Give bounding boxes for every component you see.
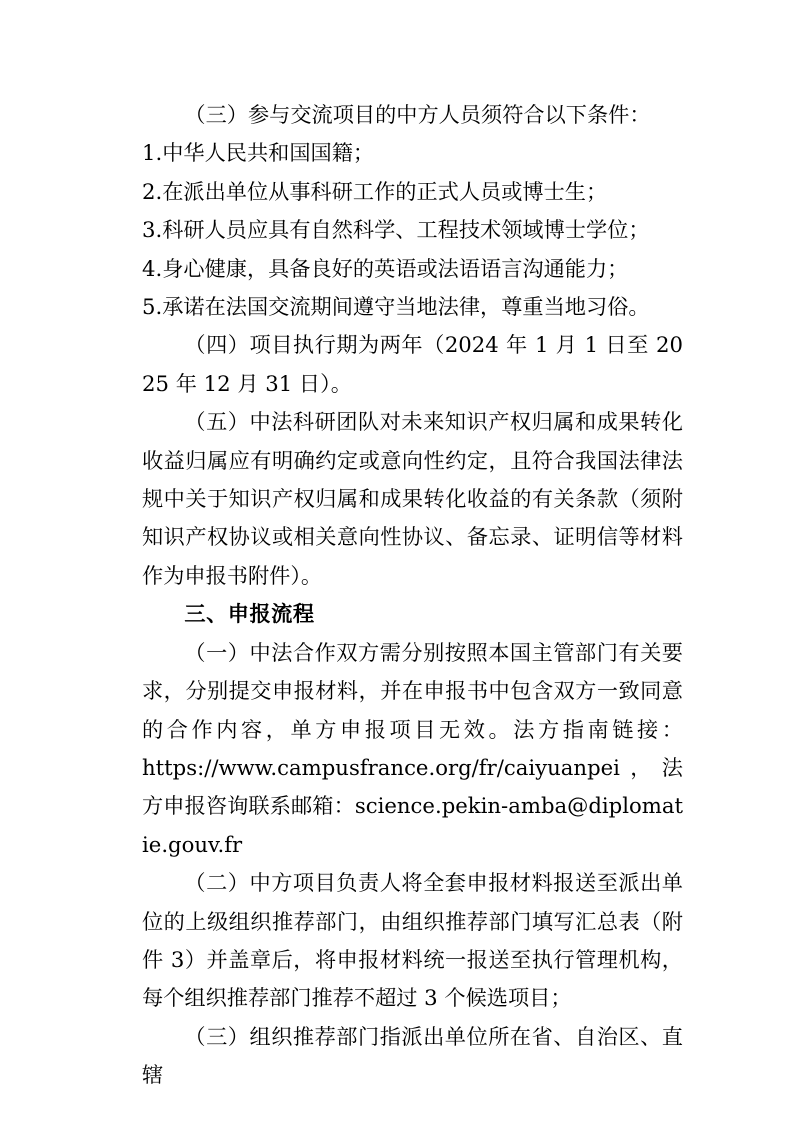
paragraph-process-1-contact: https://www.campusfrance.org/fr/caiyuanpei，法方申报咨询联系邮箱：science.pekin-amba@diplomatie.gouv.fr <box>142 754 683 857</box>
document-body <box>142 96 683 1095</box>
paragraph-item-4-duration: （四）项目执行期为两年（2024 年 1 月 1 日至 2025 年 12 月 31 日）。 <box>142 332 683 396</box>
paragraph-process-1: （一）中法合作双方需分别按照本国主管部门有关要求，分别提交申报材料，并在申报书中包含双方一致同意的合作内容，单方申报项目无效。法方指南链接： <box>142 639 683 742</box>
list-item-condition-1: 1.中华人民共和国国籍； <box>142 140 375 166</box>
list-item-condition-2: 2.在派出单位从事科研工作的正式人员或博士生； <box>142 178 608 204</box>
paragraph-process-2: （二）中方项目负责人将全套申报材料报送至派出单位的上级组织推荐部门，由组织推荐部门填写汇总表（附件 3）并盖章后，将申报材料统一报送至执行管理机构，每个组织推荐部门推荐不超过 3 个候选项目； <box>142 870 683 1011</box>
list-item-condition-3: 3.科研人员应具有自然科学、工程技术领域博士学位； <box>142 217 650 243</box>
paragraph-item-3-intro: （三）参与交流项目的中方人员须符合以下条件： <box>184 102 651 127</box>
list-item-condition-5: 5.承诺在法国交流期间遵守当地法律，尊重当地习俗。 <box>142 294 650 320</box>
paragraph-process-3: （三）组织推荐部门指派出单位所在省、自治区、直辖 <box>142 1023 683 1088</box>
list-item-condition-4: 4.身心健康，具备良好的英语或法语语言沟通能力； <box>142 255 629 281</box>
section-heading-declaration-process: 三、申报流程 <box>184 601 315 627</box>
paragraph-item-5-ip: （五）中法科研团队对未来知识产权归属和成果转化收益归属应有明确约定或意向性约定，且符合我国法律法规中关于知识产权归属和成果转化收益的有关条款（须附知识产权协议或相关意向性协议、备忘录、证明信等材料作为申报书附件）。 <box>142 409 683 588</box>
